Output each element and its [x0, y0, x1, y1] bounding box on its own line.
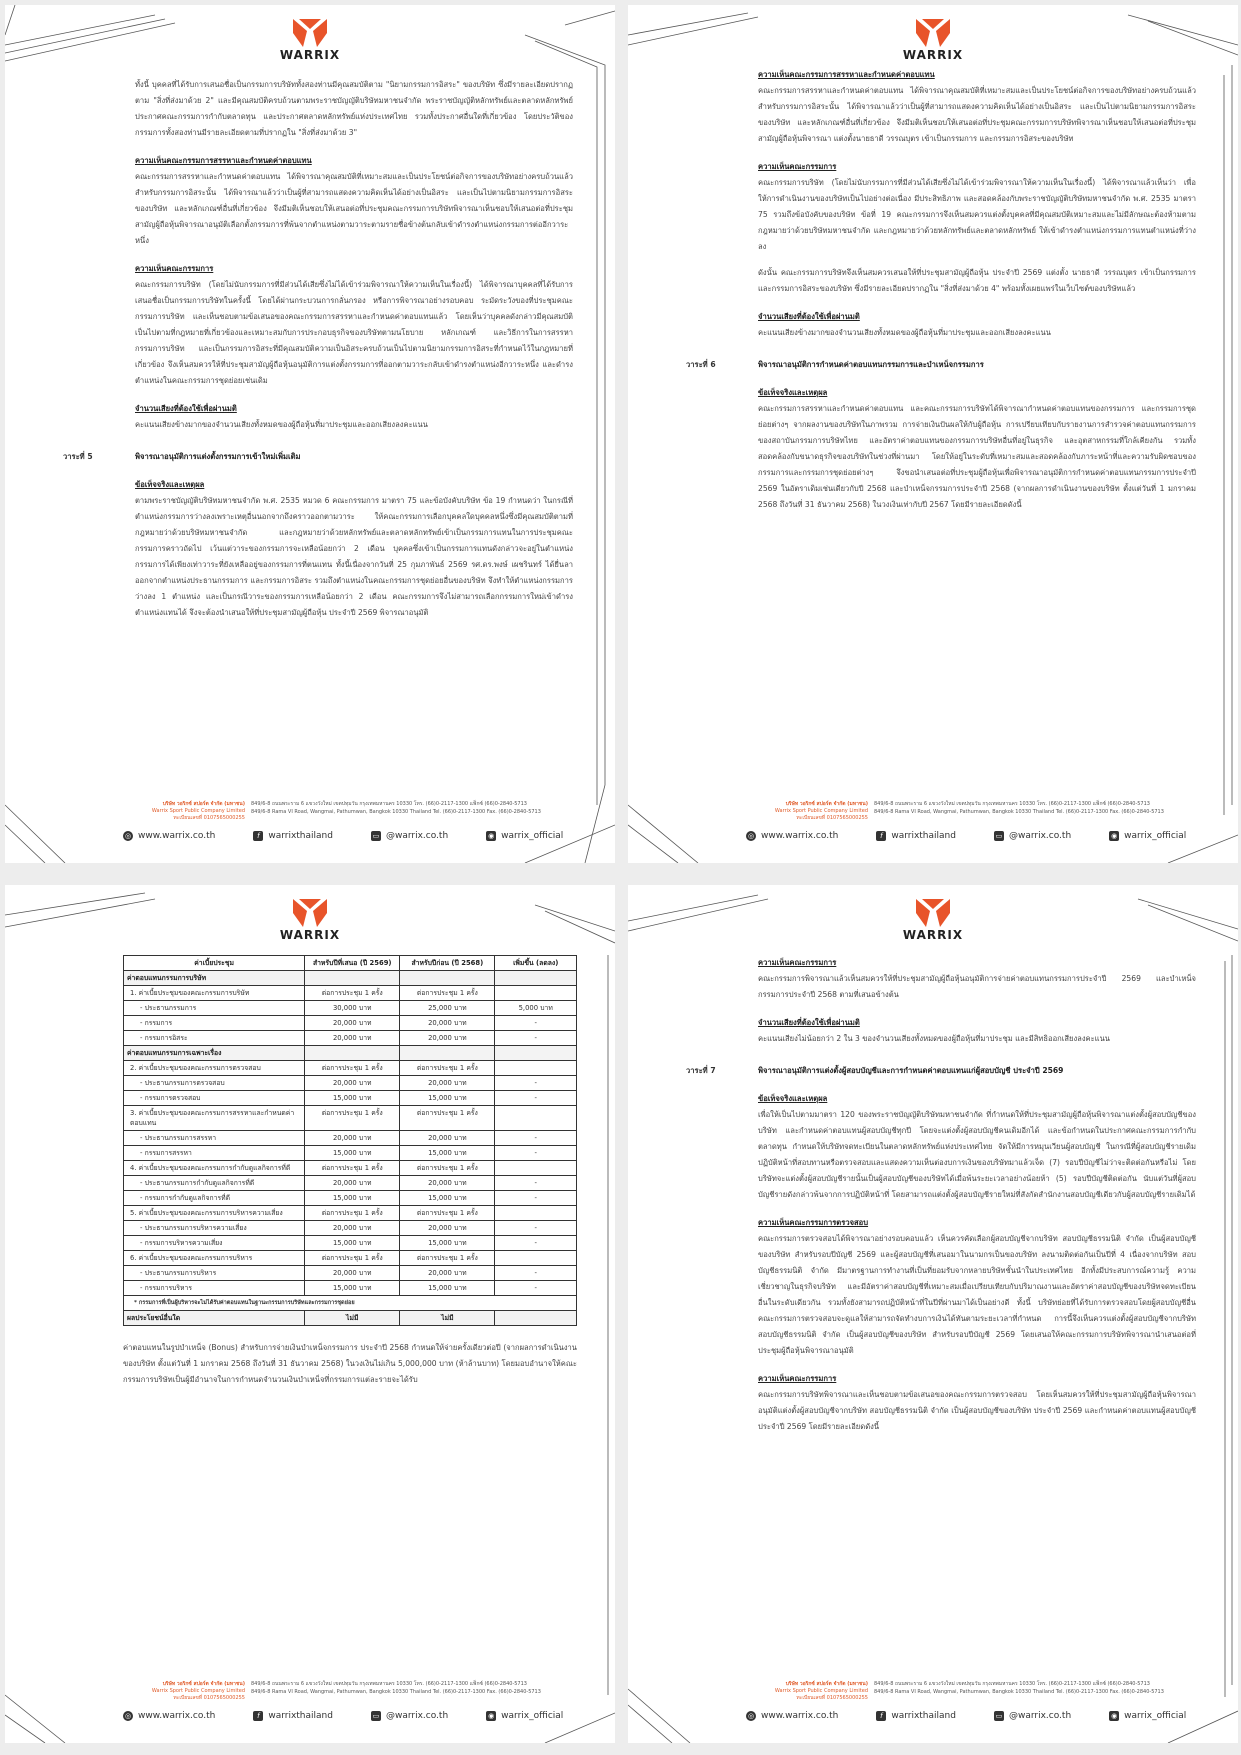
board-opinion-heading: ความเห็นคณะกรรมการ — [758, 958, 837, 967]
footer-company — [718, 1681, 868, 1702]
fee-table-cell: 20,000 บาท — [305, 1266, 400, 1281]
footer-company — [95, 1681, 245, 1702]
fee-table-cell: ต่อการประชุม 1 ครั้ง — [305, 1161, 400, 1176]
board-opinion-text-2: คณะกรรมการบริษัทพิจารณาและเห็นชอบตามข้อเสนอของคณะกรรมการตรวจสอบ โดยเห็นสมควรให้ที่ประชุมสามัญผู้ถือหุ้นพิจารณาอนุมัติแต่งตั้งผู้สอบบัญชีจากบริษัท สอบบัญชีธรรมนิติ จำกัด เป็นผู้สอบบัญชีของบริษัท ประจำปี 2569 และกำหนดค่าตอบแทนผู้สอบบัญชีประจำปี 2569 โดยมีรายละเอียดดังนี้ — [758, 1390, 1196, 1431]
fee-table-cell: 6. ค่าเบี้ยประชุมของคณะกรรมการบริหาร — [124, 1251, 305, 1266]
warrix-emblem-icon — [916, 19, 950, 47]
fee-table-cell: ค่าตอบแทนกรรมการบริษัท — [124, 971, 305, 986]
fee-table-row — [124, 1131, 577, 1146]
facebook-icon: f — [876, 1711, 886, 1721]
audit-committee-heading: ความเห็นคณะกรรมการตรวจสอบ — [758, 1218, 869, 1227]
fee-table-row — [124, 1266, 577, 1281]
facts-heading: ข้อเท็จจริงและเหตุผล — [758, 1094, 828, 1103]
fee-table-cell: 5,000 บาท — [495, 1001, 577, 1016]
page-content — [686, 67, 1196, 513]
fee-table-cell: - — [495, 1221, 577, 1236]
fee-table-cell: - — [495, 1131, 577, 1146]
agenda-6-title-text: พิจารณาอนุมัติการกำหนดค่าตอบแทนกรรมการและบำเหน็จกรรมการ — [758, 360, 984, 369]
footer-links — [123, 831, 563, 841]
agenda-5-number: วาระที่ 5 — [63, 452, 93, 461]
fee-table-cell: 20,000 บาท — [400, 1016, 495, 1031]
director-fee-table — [123, 955, 577, 1326]
footer-address-en: 849/6-8 Rama VI Road, Wangmai, Pathumwan, Bangkok 10330 Thailand Tel. (66)0-2117-1300 Fax. (66)0-2840-5713 — [874, 1688, 1164, 1695]
facebook-link[interactable] — [876, 1711, 956, 1721]
page-content — [63, 77, 573, 621]
bonus-text: ค่าตอบแทนในรูปบำเหน็จ (Bonus) สำหรับการจ่ายเงินบำเหน็จกรรมการ ประจำปี 2568 กำหนดให้จ่ายครั้งเดียวต่อปี (จากผลการดำเนินงานของบริษัท ตั้งแต่วันที่ 1 มกราคม 2568 ถึงวันที่ 31 ธันวาคม 2568) ในวงเงินไม่เกิน 5,000,000 บาท (ห้าล้านบาท) โดยมอบอำนาจให้คณะกรรมการบริษัทเป็นผู้มีอำนาจในการกำหนดจำนวนเงินบำเหน็จที่กรรมการแต่ละรายจะได้รับ — [123, 1343, 577, 1384]
facebook-link[interactable] — [876, 831, 956, 841]
fee-table-row — [124, 1161, 577, 1176]
facebook-link[interactable] — [253, 1711, 333, 1721]
board-opinion-text: คณะกรรมการพิจารณาแล้วเห็นสมควรให้ที่ประชุมสามัญผู้ถือหุ้นอนุมัติการจ่ายค่าตอบแทนกรรมการประจำปี 2569 และบำเหน็จกรรมการประจำปี 2568 ตามที่เสนอข้างต้น — [758, 974, 1196, 999]
fee-table-cell: ไม่มี — [305, 1311, 400, 1326]
fee-table-cell: 15,000 บาท — [400, 1236, 495, 1251]
fee-table-cell: ต่อการประชุม 1 ครั้ง — [400, 1106, 495, 1131]
fee-table-cell: ต่อการประชุม 1 ครั้ง — [305, 1206, 400, 1221]
page-content — [123, 955, 577, 1388]
fee-table-cell — [495, 1161, 577, 1176]
instagram-text: warrix_official — [1124, 831, 1187, 841]
footer-registration: ทะเบียนเลขที่ 0107565000255 — [796, 1695, 868, 1701]
fee-table-row — [124, 1031, 577, 1046]
fee-table-cell — [495, 1106, 577, 1131]
board-opinion-heading: ความเห็นคณะกรรมการ — [135, 264, 214, 273]
agenda-7-title-text: พิจารณาอนุมัติการแต่งตั้งผู้สอบบัญชีและการกำหนดค่าตอบแทนแก่ผู้สอบบัญชี ประจำปี 2569 — [758, 1066, 1064, 1075]
fee-table-cell: 15,000 บาท — [305, 1281, 400, 1296]
globe-icon: ◎ — [747, 832, 755, 840]
fee-table-cell: 20,000 บาท — [400, 1221, 495, 1236]
website-link[interactable] — [123, 831, 215, 841]
footer-company-en: Warrix Sport Public Company Limited — [151, 808, 245, 814]
fee-table-cell: - ประธานกรรมการ — [124, 1001, 305, 1016]
fee-table-cell — [400, 1046, 495, 1061]
fee-table-cell: 20,000 บาท — [305, 1176, 400, 1191]
footer-address-en: 849/6-8 Rama VI Road, Wangmai, Pathumwan, Bangkok 10330 Thailand Tel. (66)0-2117-1300 Fax. (66)0-2840-5713 — [251, 808, 541, 815]
fee-table-cell — [400, 971, 495, 986]
facts-text: เพื่อให้เป็นไปตามมาตรา 120 ของพระราชบัญญัติบริษัทมหาชนจำกัด ที่กำหนดให้ที่ประชุมสามัญผู้ถือหุ้นพิจารณาแต่งตั้งผู้สอบบัญชีของบริษัท และกำหนดค่าตอบแทนผู้สอบบัญชีทุกปี โดยจะแต่งตั้งผู้สอบบัญชีคนเดิมอีกได้ และข้อกำหนดในประกาศคณะกรรมการกำกับตลาดทุน กำหนดให้บริษัทจดทะเบียนในตลาดหลักทรัพย์แห่งประเทศไทย จัดให้มีการหมุนเวียนผู้สอบบัญชี ในกรณีที่ผู้สอบบัญชีรายเดิมปฏิบัติหน้าที่สอบทานหรือตรวจสอบและแสดงความเห็นต่องบการเงินของบริษัทมาแล้วเจ็ด (7) รอบปีบัญชีไม่ว่าจะติดต่อกันหรือไม่ โดยบริษัทจะแต่งตั้งผู้สอบบัญชีรายนั้นเป็นผู้สอบบัญชีของบริษัทได้เมื่อพ้นระยะเวลาอย่างน้อยห้า (5) รอบปีบัญชีติดต่อกัน นับแต่วันที่ผู้สอบบัญชีรายดังกล่าวพ้นจากการปฏิบัติหน้าที่ โดยสามารถแต่งตั้งผู้สอบบัญชีรายใหม่ที่สังกัดสำนักงานสอบบัญชีเดียวกับผู้สอบบัญชีรายเดิมได้ — [758, 1110, 1196, 1199]
facebook-text: warrixthailand — [268, 1711, 333, 1721]
footer-company-th: บริษัท วอริกซ์ สปอร์ต จำกัด (มหาชน) — [162, 1681, 245, 1687]
fee-table-cell: ไม่มี — [400, 1311, 495, 1326]
fee-table-cell: - กรรมการบริหาร — [124, 1281, 305, 1296]
fee-table-cell: 15,000 บาท — [400, 1091, 495, 1106]
fee-table-cell: - — [495, 1266, 577, 1281]
fee-table-cell: 15,000 บาท — [400, 1191, 495, 1206]
fee-table-cell: ต่อการประชุม 1 ครั้ง — [400, 986, 495, 1001]
agenda-7-title — [686, 1063, 1196, 1079]
fee-table-row — [124, 1221, 577, 1236]
instagram-icon: ◉ — [488, 1712, 495, 1720]
facebook-text: warrixthailand — [891, 1711, 956, 1721]
fee-table-cell: - ประธานกรรมการกำกับดูแลกิจการที่ดี — [124, 1176, 305, 1191]
warrix-logo — [893, 19, 973, 62]
footer-address-th: 849/6-8 ถนนพระราม 6 แขวงวังใหม่ เขตปทุมวัน กรุงเทพมหานคร 10330 โทร. (66)0-2117-1300 แฟ็กซ์ (66)0-2840-5713 — [874, 1681, 1150, 1687]
fee-table-cell — [495, 986, 577, 1001]
footer-company-en: Warrix Sport Public Company Limited — [774, 808, 868, 814]
line-icon: ▭ — [995, 832, 1003, 840]
fee-table-cell: 20,000 บาท — [305, 1016, 400, 1031]
warrix-wordmark: WARRIX — [279, 48, 341, 62]
nomination-committee-heading: ความเห็นคณะกรรมการสรรหาและกำหนดค่าตอบแทน — [135, 156, 312, 165]
facebook-icon: f — [876, 831, 886, 841]
agenda-5-title-text: พิจารณาอนุมัติการแต่งตั้งกรรมการเข้าใหม่เพิ่มเติม — [135, 452, 301, 461]
website-link[interactable] — [746, 1711, 838, 1721]
fee-table-cell — [495, 1061, 577, 1076]
fee-table-row — [124, 1016, 577, 1031]
facebook-icon: f — [253, 1711, 263, 1721]
page-footer — [628, 1677, 1238, 1743]
fee-table-cell — [305, 1046, 400, 1061]
fee-table-row — [124, 1146, 577, 1161]
votes-required-text: คะแนนเสียงข้างมากของจำนวนเสียงทั้งหมดของผู้ถือหุ้นที่มาประชุมและออกเสียงลงคะแนน — [135, 420, 428, 429]
footer-company-th: บริษัท วอริกซ์ สปอร์ต จำกัด (มหาชน) — [785, 1681, 868, 1687]
agenda-7-number: วาระที่ 7 — [686, 1066, 716, 1075]
fee-table-row — [124, 1191, 577, 1206]
fee-table-cell: 15,000 บาท — [305, 1146, 400, 1161]
fee-table-cell: - ประธานกรรมการบริหาร — [124, 1266, 305, 1281]
fee-table-cell: 15,000 บาท — [305, 1236, 400, 1251]
nomination-committee-heading: ความเห็นคณะกรรมการสรรหาและกำหนดค่าตอบแทน — [758, 70, 935, 79]
fee-table-cell: ต่อการประชุม 1 ครั้ง — [305, 1106, 400, 1131]
warrix-logo — [270, 19, 350, 62]
instagram-text: warrix_official — [1124, 1711, 1187, 1721]
fee-table-row — [124, 1236, 577, 1251]
facts-text: ตามพระราชบัญญัติบริษัทมหาชนจำกัด พ.ศ. 2535 หมวด 6 คณะกรรมการ มาตรา 75 และข้อบังคับบริษัท ข้อ 19 กำหนดว่า ในกรณีที่ตำแหน่งกรรมการว่างลงเพราะเหตุอื่นนอกจากถึงคราวออกตามวาระ ให้คณะกรรมการเลือกบุคคลใดบุคคลหนึ่งซึ่งมีคุณสมบัติตามที่กฎหมายว่าด้วยบริษัทมหาชนจำกัด และกฎหมายว่าด้วยหลักทรัพย์และตลาดหลักทรัพย์เข้าเป็นกรรมการแทนในการประชุมคณะกรรมการคราวถัดไป เว้นแต่วาระของกรรมการจะเหลือน้อยกว่า 2 เดือน บุคคลซึ่งเข้าเป็นกรรมการแทนดังกล่าวจะอยู่ในตำแหน่งกรรมการได้เพียงเท่าวาระที่ยังเหลืออยู่ของกรรมการที่ตนแทน ทั้งนี้เนื่องจากวันที่ 25 กุมภาพันธ์ 2569 รศ.ดร.พงษ์ เผชรินทร์ ได้ยื่นลาออกจากตำแหน่งประธานกรรมการ และกรรมการอิสระ รวมถึงตำแหน่งในคณะกรรมการชุดย่อยอื่นของบริษัท จึงทำให้ตำแหน่งกรรมการว่างลง 1 ตำแหน่ง และเป็นกรณีวาระของกรรมการเหลือน้อยกว่า 2 เดือน คณะกรรมการจึงไม่สามารถเลือกกรรมการใหม่เข้าดำรงตำแหน่งแทนได้ จึงจะต้องนำเสนอให้ที่ประชุมสามัญผู้ถือหุ้น ประจำปี 2569 พิจารณาอนุมัติ — [135, 496, 573, 617]
fee-table-row — [124, 1206, 577, 1221]
instagram-icon: ◉ — [488, 832, 495, 840]
fee-table-cell: - — [495, 1281, 577, 1296]
footer-company-en: Warrix Sport Public Company Limited — [151, 1688, 245, 1694]
fee-header-previous: สำหรับปีก่อน (ปี 2568) — [400, 956, 495, 971]
facebook-link[interactable] — [253, 831, 333, 841]
fee-table-cell: 20,000 บาท — [305, 1031, 400, 1046]
fee-table-row — [124, 1061, 577, 1076]
fee-table-cell: - ประธานกรรมการสรรหา — [124, 1131, 305, 1146]
fee-header-change: เพิ่มขึ้น (ลดลง) — [495, 956, 577, 971]
footer-registration: ทะเบียนเลขที่ 0107565000255 — [173, 1695, 245, 1701]
fee-table-cell: - — [495, 1146, 577, 1161]
facts-heading: ข้อเท็จจริงและเหตุผล — [135, 480, 205, 489]
fee-table-cell: 30,000 บาท — [305, 1001, 400, 1016]
votes-required-heading: จำนวนเสียงที่ต้องใช้เพื่อผ่านมติ — [135, 404, 237, 413]
footer-address-th: 849/6-8 ถนนพระราม 6 แขวงวังใหม่ เขตปทุมวัน กรุงเทพมหานคร 10330 โทร. (66)0-2117-1300 แฟ็กซ์ (66)0-2840-5713 — [874, 801, 1150, 807]
footer-registration: ทะเบียนเลขที่ 0107565000255 — [173, 815, 245, 821]
page-footer — [5, 1677, 615, 1743]
footer-links — [746, 831, 1186, 841]
fee-table-cell: * กรรมการที่เป็นผู้บริหารจะไม่ได้รับค่าตอบแทนในฐานะกรรมการบริษัทและกรรมการชุดย่อย — [124, 1296, 577, 1311]
fee-table-cell — [495, 971, 577, 986]
line-link[interactable] — [371, 1711, 448, 1721]
fee-table-cell: - — [495, 1191, 577, 1206]
footer-address — [874, 801, 1164, 816]
fee-table-cell: 15,000 บาท — [305, 1191, 400, 1206]
facebook-icon: f — [253, 831, 263, 841]
board-opinion-text: คณะกรรมการบริษัท (โดยไม่นับกรรมการที่มีส่วนได้เสียซึ่งไม่ได้เข้าร่วมพิจารณาให้ความเห็นในเรื่องนี้) ได้พิจารณาแล้วเห็นว่า เพื่อให้การดำเนินงานของบริษัทเป็นไปอย่างต่อเนื่อง มีประสิทธิภาพ และสอดคล้องกับพระราชบัญญัติบริษัทมหาชนจำกัด พ.ศ. 2535 มาตรา 75 รวมถึงข้อบังคับของบริษัท ข้อที่ 19 คณะกรรมการจึงเห็นสมควรแต่งตั้งบุคคลที่มีคุณสมบัติเหมาะสมและไม่มีลักษณะต้องห้ามตามกฎหมายว่าด้วยบริษัทมหาชนจำกัด และกฎหมายว่าด้วยหลักทรัพย์และตลาดหลักทรัพย์ ให้เข้าดำรงตำแหน่งกรรมการแทนตำแหน่งที่ว่างลง — [758, 178, 1196, 251]
fee-table-cell: - — [495, 1091, 577, 1106]
fee-table-cell: 2. ค่าเบี้ยประชุมของคณะกรรมการตรวจสอบ — [124, 1061, 305, 1076]
agenda-5-title — [63, 449, 573, 465]
fee-table-cell: - กรรมการบริหารความเสี่ยง — [124, 1236, 305, 1251]
warrix-emblem-icon — [293, 19, 327, 47]
line-text: @warrix.co.th — [1008, 831, 1072, 841]
website-text: www.warrix.co.th — [138, 1711, 216, 1721]
fee-table-row — [124, 1311, 577, 1326]
fee-table-row — [124, 1296, 577, 1311]
instagram-link[interactable] — [1109, 1711, 1186, 1721]
instagram-text: warrix_official — [501, 831, 564, 841]
page-footer — [5, 797, 615, 863]
fee-table-cell: ต่อการประชุม 1 ครั้ง — [305, 986, 400, 1001]
line-link[interactable] — [994, 831, 1071, 841]
warrix-emblem-icon — [916, 899, 950, 927]
fee-table-row — [124, 1281, 577, 1296]
votes-required-text: คะแนนเสียงไม่น้อยกว่า 2 ใน 3 ของจำนวนเสียงทั้งหมดของผู้ถือหุ้นที่มาประชุม และมีสิทธิออกเสียงลงคะแนน — [758, 1034, 1110, 1043]
fee-table-cell: 20,000 บาท — [305, 1131, 400, 1146]
fee-table-cell: - กรรมการ — [124, 1016, 305, 1031]
fee-table-header — [124, 956, 577, 971]
fee-table-cell: - — [495, 1031, 577, 1046]
fee-table-cell: 20,000 บาท — [400, 1076, 495, 1091]
document-page-2 — [628, 5, 1238, 863]
warrix-logo — [893, 899, 973, 942]
website-link[interactable] — [746, 831, 838, 841]
fee-table-cell: 20,000 บาท — [400, 1031, 495, 1046]
fee-table-cell: ต่อการประชุม 1 ครั้ง — [400, 1251, 495, 1266]
website-text: www.warrix.co.th — [138, 831, 216, 841]
fee-table-cell: 15,000 บาท — [400, 1146, 495, 1161]
fee-table-cell: 3. ค่าเบี้ยประชุมของคณะกรรมการสรรหาและกำหนดค่าตอบแทน — [124, 1106, 305, 1131]
fee-table-row — [124, 1176, 577, 1191]
page-footer — [628, 797, 1238, 863]
fee-table-cell: ต่อการประชุม 1 ครั้ง — [400, 1206, 495, 1221]
fee-table-cell: 20,000 บาท — [400, 1131, 495, 1146]
fee-table-cell: - — [495, 1236, 577, 1251]
line-text: @warrix.co.th — [385, 1711, 449, 1721]
fee-table-cell: - กรรมการกำกับดูแลกิจการที่ดี — [124, 1191, 305, 1206]
facts-heading: ข้อเท็จจริงและเหตุผล — [758, 388, 828, 397]
line-link[interactable] — [994, 1711, 1071, 1721]
fee-table-row — [124, 986, 577, 1001]
warrix-wordmark: WARRIX — [902, 48, 964, 62]
fee-table-cell: - — [495, 1176, 577, 1191]
fee-table-cell: ต่อการประชุม 1 ครั้ง — [400, 1161, 495, 1176]
line-icon: ▭ — [995, 1712, 1003, 1720]
instagram-link[interactable] — [1109, 831, 1186, 841]
nomination-committee-text: คณะกรรมการสรรหาและกำหนดค่าตอบแทน ได้พิจารณาคุณสมบัติที่เหมาะสมและเป็นประโยชน์ต่อกิจการของบริษัทอย่างครบถ้วนแล้ว สำหรับกรรมการอิสระนั้น ได้พิจารณาแล้วว่าเป็นผู้ที่สามารถแสดงความคิดเห็นได้อย่างเป็นอิสระ และเป็นไปตามนิยามกรรมการอิสระของบริษัท และหลักเกณฑ์อื่นที่เกี่ยวข้อง จึงมีมติเห็นชอบให้เสนอต่อที่ประชุมคณะกรรมการบริษัทพิจารณาเห็นชอบให้เสนอต่อที่ประชุมสามัญผู้ถือหุ้นพิจารณา แต่งตั้งนายธาดี วรรณบุตร เข้าเป็นกรรมการ และกรรมการอิสระของบริษัท — [758, 86, 1196, 143]
footer-address-en: 849/6-8 Rama VI Road, Wangmai, Pathumwan, Bangkok 10330 Thailand Tel. (66)0-2117-1300 Fax. (66)0-2840-5713 — [251, 1688, 541, 1695]
warrix-wordmark: WARRIX — [279, 928, 341, 942]
footer-address-th: 849/6-8 ถนนพระราม 6 แขวงวังใหม่ เขตปทุมวัน กรุงเทพมหานคร 10330 โทร. (66)0-2117-1300 แฟ็กซ์ (66)0-2840-5713 — [251, 801, 527, 807]
fee-table-row — [124, 971, 577, 986]
fee-table-cell: - กรรมการสรรหา — [124, 1146, 305, 1161]
fee-table-row — [124, 1076, 577, 1091]
footer-company — [718, 801, 868, 822]
board-opinion-heading: ความเห็นคณะกรรมการ — [758, 162, 837, 171]
fee-table-cell: 20,000 บาท — [400, 1266, 495, 1281]
document-page-3 — [5, 885, 615, 1743]
footer-address — [251, 801, 541, 816]
fee-table-cell: ผลประโยชน์อื่นใด — [124, 1311, 305, 1326]
fee-table-cell — [495, 1206, 577, 1221]
fee-table-cell: - ประธานกรรมการตรวจสอบ — [124, 1076, 305, 1091]
fee-table-row — [124, 1046, 577, 1061]
fee-table-cell: ต่อการประชุม 1 ครั้ง — [305, 1251, 400, 1266]
fee-table-cell — [305, 971, 400, 986]
fee-table-cell: - กรรมการอิสระ — [124, 1031, 305, 1046]
warrix-logo — [270, 899, 350, 942]
fee-table-cell: - — [495, 1076, 577, 1091]
fee-header-item: ค่าเบี้ยประชุม — [124, 956, 305, 971]
footer-address — [251, 1681, 541, 1696]
fee-table-cell: 15,000 บาท — [305, 1091, 400, 1106]
fee-table-cell: 1. ค่าเบี้ยประชุมของคณะกรรมการบริษัท — [124, 986, 305, 1001]
website-text: www.warrix.co.th — [761, 1711, 839, 1721]
board-opinion-text: คณะกรรมการบริษัท (โดยไม่นับกรรมการที่มีส่วนได้เสียซึ่งไม่ได้เข้าร่วมพิจารณาให้ความเห็นในเรื่องนี้) ได้พิจารณาบุคคลที่ได้รับการเสนอชื่อเป็นกรรมการบริษัทในครั้งนี้ โดยได้ผ่านกระบวนการกลั่นกรอง หรือการพิจารณาอย่างรอบคอบ ระมัดระวังของที่ประชุมคณะกรรมการบริษัท และเห็นชอบตามข้อเสนอของคณะกรรมการสรรหาและกำหนดค่าตอบแทนแล้ว โดยเห็นว่าบุคคลดังกล่าวมีคุณสมบัติเป็นไปตามที่กฎหมายที่เกี่ยวข้องและเหมาะสมกับการประกอบธุรกิจของบริษัทตามนโยบาย หลักเกณฑ์ และวิธีการในการสรรหากรรมการบริษัท และเป็นกรรมการอิสระที่มีคุณสมบัติความเป็นอิสระครบถ้วนเป็นไปตามนิยามกรรมการอิสระที่กำหนดไว้ในกฎหมายที่เกี่ยวข้อง จึงเห็นสมควรให้ที่ประชุมสามัญผู้ถือหุ้นอนุมัติการแต่งตั้งกรรมการที่ออกตามวาระกลับเข้าดำรงตำแหน่งอีกวาระหนึ่ง และดำรงตำแหน่งในคณะกรรมการชุดย่อยเช่นเดิม — [135, 280, 573, 385]
board-opinion-heading-2: ความเห็นคณะกรรมการ — [758, 1374, 837, 1383]
fee-header-proposed: สำหรับปีที่เสนอ (ปี 2569) — [305, 956, 400, 971]
globe-icon: ◎ — [747, 1712, 755, 1720]
fee-table-row — [124, 1001, 577, 1016]
footer-links — [746, 1711, 1186, 1721]
fee-table-cell: ต่อการประชุม 1 ครั้ง — [305, 1061, 400, 1076]
fee-table-row — [124, 1106, 577, 1131]
nomination-committee-text: คณะกรรมการสรรหาและกำหนดค่าตอบแทน ได้พิจารณาคุณสมบัติที่เหมาะสมและเป็นประโยชน์ต่อกิจการของบริษัทอย่างครบถ้วนแล้ว สำหรับกรรมการอิสระนั้น ได้พิจารณาแล้วว่าเป็นผู้ที่สามารถแสดงความคิดเห็นได้อย่างเป็นอิสระ และเป็นไปตามนิยามกรรมการอิสระของบริษัท และหลักเกณฑ์อื่นที่เกี่ยวข้อง จึงมีมติเห็นชอบให้เสนอต่อที่ประชุมคณะกรรมการบริษัทพิจารณาเห็นชอบให้เสนอต่อที่ประชุมสามัญผู้ถือหุ้นพิจารณาอนุมัติเลือกตั้งกรรมการที่พ้นจากตำแหน่งตามวาระตามรายชื่อข้างต้นกลับเข้าดำรงตำแหน่งกรรมการต่ออีกวาระหนึ่ง — [135, 172, 573, 245]
fee-table-cell: - ประธานกรรมการบริหารความเสี่ยง — [124, 1221, 305, 1236]
facebook-text: warrixthailand — [891, 831, 956, 841]
votes-required-heading: จำนวนเสียงที่ต้องใช้เพื่อผ่านมติ — [758, 1018, 860, 1027]
fee-table-cell — [495, 1251, 577, 1266]
fee-table-cell: 20,000 บาท — [305, 1076, 400, 1091]
line-icon: ▭ — [372, 1712, 380, 1720]
agenda-6-title — [686, 357, 1196, 373]
fee-table-cell — [495, 1046, 577, 1061]
footer-company-th: บริษัท วอริกซ์ สปอร์ต จำกัด (มหาชน) — [162, 801, 245, 807]
instagram-link[interactable] — [486, 831, 563, 841]
document-page-1 — [5, 5, 615, 863]
globe-icon: ◎ — [124, 832, 132, 840]
fee-table-cell: 20,000 บาท — [400, 1176, 495, 1191]
footer-address-th: 849/6-8 ถนนพระราม 6 แขวงวังใหม่ เขตปทุมวัน กรุงเทพมหานคร 10330 โทร. (66)0-2117-1300 แฟ็กซ์ (66)0-2840-5713 — [251, 1681, 527, 1687]
fee-table-row — [124, 1251, 577, 1266]
globe-icon: ◎ — [124, 1712, 132, 1720]
website-link[interactable] — [123, 1711, 215, 1721]
fee-table-cell: 20,000 บาท — [305, 1221, 400, 1236]
fee-table-cell: - — [495, 1016, 577, 1031]
warrix-wordmark: WARRIX — [902, 928, 964, 942]
footer-company-en: Warrix Sport Public Company Limited — [774, 1688, 868, 1694]
fee-table-cell: 15,000 บาท — [400, 1281, 495, 1296]
document-page-4 — [628, 885, 1238, 1743]
fee-table-cell: 4. ค่าเบี้ยประชุมของคณะกรรมการกำกับดูแลกิจการที่ดี — [124, 1161, 305, 1176]
board-opinion-conclusion: ดังนั้น คณะกรรมการบริษัทจึงเห็นสมควรเสนอให้ที่ประชุมสามัญผู้ถือหุ้น ประจำปี 2569 แต่งตั้ง นายธาดี วรรณบุตร เข้าเป็นกรรมการ และกรรมการอิสระของบริษัท ซึ่งมีรายละเอียดปรากฏใน "สิ่งที่ส่งมาด้วย 4" พร้อมทั้งเผยแพร่ในเว็บไซต์ของบริษัทแล้ว — [758, 268, 1196, 293]
votes-required-heading: จำนวนเสียงที่ต้องใช้เพื่อผ่านมติ — [758, 312, 860, 321]
line-text: @warrix.co.th — [385, 831, 449, 841]
footer-company-th: บริษัท วอริกซ์ สปอร์ต จำกัด (มหาชน) — [785, 801, 868, 807]
footer-address — [874, 1681, 1164, 1696]
fee-table-cell: ค่าตอบแทนกรรมการเฉพาะเรื่อง — [124, 1046, 305, 1061]
fee-table-cell — [495, 1311, 577, 1326]
facebook-text: warrixthailand — [268, 831, 333, 841]
instagram-icon: ◉ — [1111, 1712, 1118, 1720]
footer-links — [123, 1711, 563, 1721]
facts-text: คณะกรรมการสรรหาและกำหนดค่าตอบแทน และคณะกรรมการบริษัทได้พิจารณากำหนดค่าตอบแทนของกรรมการ และกรรมการชุดย่อยต่างๆ จากผลงานของบริษัทในภาพรวม การจ่ายเงินปันผลให้กับผู้ถือหุ้น การเปรียบเทียบกับรายงานการสำรวจค่าตอบแทนกรรมการของสถาบันกรรมการบริษัทไทย และอัตราค่าตอบแทนของกรรมการบริษัทอื่นที่อยู่ในธุรกิจ และอุตสาหกรรมที่ใกล้เคียงกัน รวมทั้งสอดคล้องกับขนาดธุรกิจของบริษัทในช่วงที่ผ่านมา โดยให้อยู่ในระดับที่เหมาะสมและสอดคล้องกับภาระหน้าที่และความรับผิดชอบของกรรมการและกรรมการชุดย่อยต่างๆ จึงขอนำเสนอต่อที่ประชุมผู้ถือหุ้นเพื่อพิจารณาอนุมัติการกำหนดค่าตอบแทนกรรมการประจำปี 2569 ในอัตราเดิมเช่นเดียวกับปี 2568 และบำเหน็จกรรมการประจำปี 2568 (จากผลการดำเนินงานของบริษัท ตั้งแต่วันที่ 1 มกราคม 2568 ถึงวันที่ 31 ธันวาคม 2568) ในวงเงินเท่ากับปี 2567 โดยมีรายละเอียดดังนี้ — [758, 404, 1196, 509]
line-icon: ▭ — [372, 832, 380, 840]
line-link[interactable] — [371, 831, 448, 841]
fee-table-cell: 25,000 บาท — [400, 1001, 495, 1016]
fee-table-cell: ต่อการประชุม 1 ครั้ง — [400, 1061, 495, 1076]
fee-table-body — [124, 971, 577, 1326]
instagram-text: warrix_official — [501, 1711, 564, 1721]
intro-paragraph: ทั้งนี้ บุคคลที่ได้รับการเสนอชื่อเป็นกรรมการบริษัททั้งสองท่านมีคุณสมบัติตาม "นิยามกรรมการอิสระ" ของบริษัท ซึ่งมีรายละเอียดปรากฏตาม "สิ่งที่ส่งมาด้วย 2" และมีคุณสมบัติครบถ้วนตามพระราชบัญญัติบริษัทมหาชนจำกัด พระราชบัญญัติหลักทรัพย์และตลาดหลักทรัพย์ ประกาศคณะกรรมการกำกับตลาดทุน และประกาศตลาดหลักทรัพย์แห่งประเทศไทย รวมทั้งประกาศอื่นใดที่เกี่ยวข้อง โดยประวัติของกรรมการทั้งสองท่านมีรายละเอียดตามที่ปรากฏใน "สิ่งที่ส่งมาด้วย 3" — [135, 80, 573, 137]
fee-table-cell: - กรรมการตรวจสอบ — [124, 1091, 305, 1106]
page-content — [686, 955, 1196, 1435]
fee-table-row — [124, 1091, 577, 1106]
votes-required-text: คะแนนเสียงข้างมากของจำนวนเสียงทั้งหมดของผู้ถือหุ้นที่มาประชุมและออกเสียงลงคะแนน — [758, 328, 1051, 337]
line-text: @warrix.co.th — [1008, 1711, 1072, 1721]
warrix-emblem-icon — [293, 899, 327, 927]
footer-company — [95, 801, 245, 822]
audit-committee-text: คณะกรรมการตรวจสอบได้พิจารณาอย่างรอบคอบแล้ว เห็นควรคัดเลือกผู้สอบบัญชีจากบริษัท สอบบัญชีธรรมนิติ จำกัด เป็นผู้สอบบัญชีของบริษัท สำหรับรอบปีบัญชี 2569 และผู้สอบบัญชีที่เสนอมาในนามกรเป็นของบริษัท ลงนามติดต่อกันเป็นปีที่ 4 เนื่องจากบริษัท สอบบัญชีธรรมนิติ จำกัด มีมาตรฐานการทำงานที่เป็นที่ยอมรับจากหลายบริษัทชั้นนำในประเทศไทย อีกทั้งมีประสบการณ์ความรู้ ความเชี่ยวชาญในธุรกิจบริษัท และมีอัตราค่าสอบบัญชีที่เหมาะสมเมื่อเปรียบเทียบกับปริมาณงานและอัตราค่าสอบบัญชีของบริษัทจดทะเบียนอื่นในระดับเดียวกัน รวมทั้งยังสามารถปฏิบัติหน้าที่ในปีที่ผ่านมาได้เป็นอย่างดี ทั้งนี้ บริษัทย่อยที่ได้รับการตรวจสอบโดยผู้สอบบัญชีอื่น คณะกรรมการตรวจสอบจะดูแลให้สามารถจัดทำงบการเงินได้ทันตามระยะเวลาที่กำหนด การนี้จึงเห็นควรแต่งตั้งผู้สอบบัญชีจากบริษัท สอบบัญชีธรรมนิติ จำกัด เป็นผู้สอบบัญชีของบริษัท สำหรับรอบปีบัญชี 2569 โดยเสนอให้คณะกรรมการบริษัทพิจารณานำเสนอต่อที่ประชุมผู้ถือหุ้นพิจารณาอนุมัติ — [758, 1234, 1196, 1355]
instagram-link[interactable] — [486, 1711, 563, 1721]
footer-address-en: 849/6-8 Rama VI Road, Wangmai, Pathumwan, Bangkok 10330 Thailand Tel. (66)0-2117-1300 Fax. (66)0-2840-5713 — [874, 808, 1164, 815]
agenda-6-number: วาระที่ 6 — [686, 360, 716, 369]
fee-table-cell: 5. ค่าเบี้ยประชุมของคณะกรรมการบริหารความเสี่ยง — [124, 1206, 305, 1221]
footer-registration: ทะเบียนเลขที่ 0107565000255 — [796, 815, 868, 821]
website-text: www.warrix.co.th — [761, 831, 839, 841]
instagram-icon: ◉ — [1111, 832, 1118, 840]
